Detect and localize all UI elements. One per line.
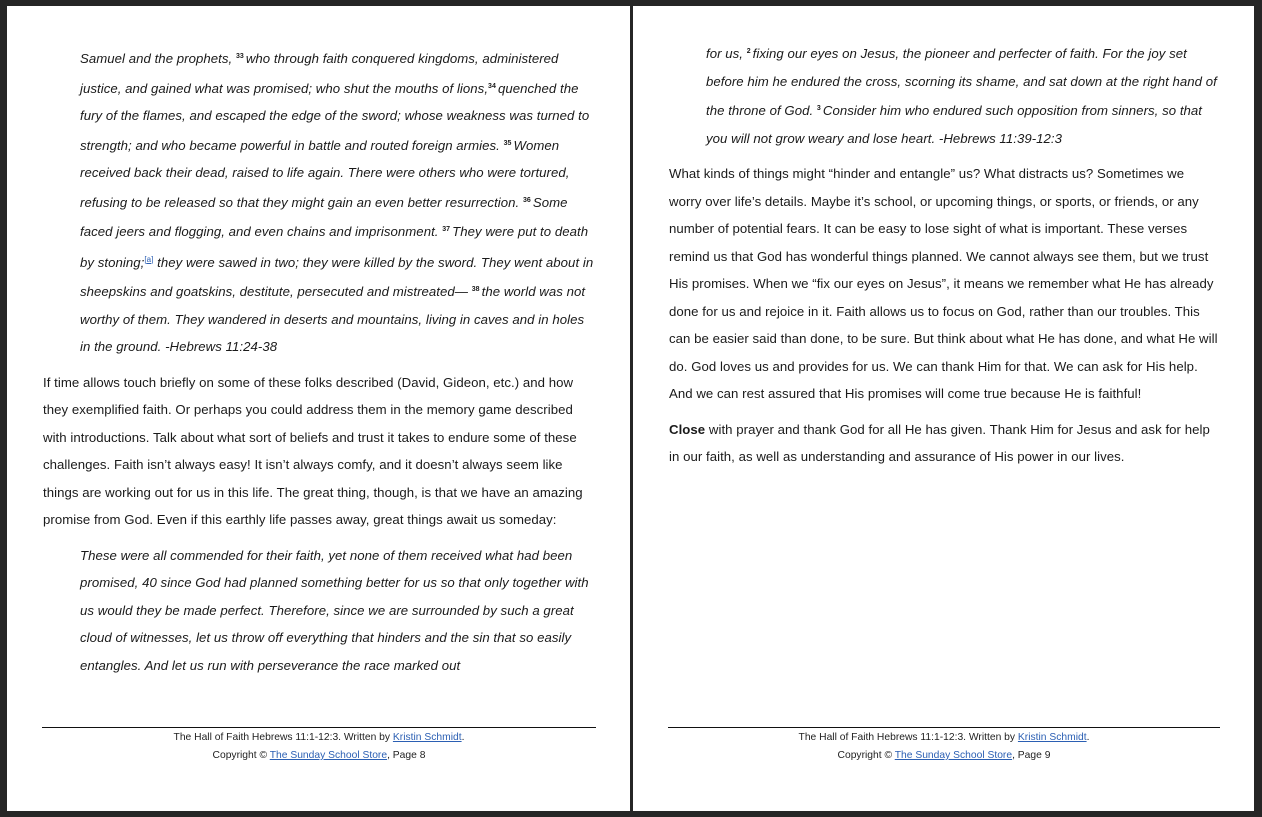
text-run: with prayer and thank God for all He has given. Thank Him for Jesus and ask for help in our faith, as well as understanding and assurance of His power in our lives. — [669, 421, 1210, 464]
text-run: who through faith conquered kingdoms, administered justice, and gained what was promised; who shut the mouths of lions, — [80, 51, 559, 96]
footer-line-2 — [42, 747, 596, 765]
body-paragraph — [43, 369, 596, 534]
page-footer — [42, 727, 596, 765]
verse-number: 38 — [471, 286, 480, 293]
verse-number: 3 — [816, 105, 821, 112]
footer-line-2 — [668, 747, 1220, 765]
verse-number: 36 — [522, 196, 531, 204]
text-run: fixing our eyes on Jesus, the pioneer and perfecter of faith. For the joy set before him he endured the cross, scorning its shame, and sat down at the right hand of the throne of God. — [706, 46, 1217, 118]
footer-punct: . — [461, 732, 465, 743]
text-run: Women received back their dead, raised to life again. There were others who were tortured, refusing to be released so that they might gain an even better resurrection. — [80, 137, 570, 210]
author-link[interactable]: Kristin Schmidt — [392, 732, 462, 743]
footer-line-1 — [668, 729, 1220, 747]
footnote-link[interactable]: [a] — [144, 254, 154, 264]
scripture-quote — [669, 38, 1220, 152]
bold-lead: Close — [669, 421, 706, 437]
verse-number: 34 — [488, 82, 496, 90]
footer-title: The Hall of Faith Hebrews 11:1-12:3. Written by — [798, 732, 1018, 743]
text-run: they were sawed in two; they were killed by the sword. They went about in sheepskins and goatskins, destitute, persecuted and mistreated— — [80, 254, 594, 299]
store-link[interactable]: The Sunday School Store — [269, 750, 388, 761]
page-label: , Page — [1012, 750, 1045, 761]
page-content — [43, 6, 596, 679]
verse-number: 2 — [746, 48, 751, 55]
text-run: They were put to death by stoning; — [80, 224, 589, 270]
page-label: , Page — [387, 750, 420, 761]
scripture-quote — [43, 542, 596, 680]
copyright-text: Copyright © — [837, 750, 895, 761]
author-link[interactable]: Kristin Schmidt — [1017, 732, 1087, 743]
text-run: Samuel and the prophets, — [80, 51, 236, 66]
page-9 — [633, 6, 1254, 811]
text-run: If time allows touch briefly on some of these folks described (David, Gideon, etc.) and how they exemplified faith. Or perhaps you could address them in the memory game described with introductions. Talk about what sort of beliefs and trust it takes to endure some of these challenges. Faith isn’t always easy! It isn’t always comfy, and it doesn’t always seem like things are working out for us in this life. The great thing, though, is that we have an amazing promise from God. Even if this earthly life passes away, great things await us someday: — [43, 374, 583, 527]
text-run: for us, — [706, 46, 747, 61]
page-number: 8 — [419, 750, 426, 761]
copyright-text: Copyright © — [212, 750, 270, 761]
verse-number: 35 — [503, 139, 512, 147]
footer-title: The Hall of Faith Hebrews 11:1-12:3. Written by — [173, 732, 393, 743]
text-run: quenched the fury of the flames, and escaped the edge of the sword; whose weakness was turned to strength; and who became powerful in battle and routed foreign armies. — [80, 80, 590, 153]
closing-paragraph — [669, 416, 1220, 471]
page-number: 9 — [1044, 750, 1051, 761]
verse-number: 37 — [442, 226, 451, 233]
text-run: Consider him who endured such opposition from sinners, so that you will not grow weary and lose heart. -Hebrews 11:39-12:3 — [706, 103, 1203, 146]
page-8 — [7, 6, 630, 811]
page-content — [669, 6, 1220, 471]
footer-line-1 — [42, 729, 596, 747]
footer-punct: . — [1086, 732, 1090, 743]
body-paragraph — [669, 160, 1220, 408]
text-run: the world was not worthy of them. They wandered in deserts and mountains, living in caves and in holes in the ground. -Hebrews 11:24-38 — [80, 284, 586, 354]
text-run: What kinds of things might “hinder and entangle” us? What distracts us? Sometimes we worry over life’s details. Maybe it’s school, or upcoming things, or sports, or friends, or any number of potential fears. It can be easy to lose sight of what is important. These verses remind us that God has wonderful things planned. We cannot always see them, but we trust His promises. When we “fix our eyes on Jesus”, it means we remember what He has already done for us and rejoice in it. Faith allows us to focus on God, rather than our troubles. This can be easier said than done, to be sure. But think about what He has done, and what He will do. God loves us and provides for us. We can thank Him for that. We can ask for His help. And we can rest assured that His promises will come true because He is faithful! — [669, 166, 1218, 401]
text-run: Some faced jeers and flogging, and even chains and imprisonment. — [80, 194, 568, 239]
text-run: These were all commended for their faith, yet none of them received what had been promised, 40 since God had planned something better for us so that only together with us would they be made perfect. Therefore, since we are surrounded by such a great cloud of witnesses, let us throw off everything that hinders and the sin that so easily entangles. And let us run with perseverance the race marked out — [80, 547, 589, 673]
store-link[interactable]: The Sunday School Store — [894, 750, 1013, 761]
scripture-quote — [43, 43, 596, 361]
verse-number: 33 — [235, 53, 244, 60]
page-footer — [668, 727, 1220, 765]
